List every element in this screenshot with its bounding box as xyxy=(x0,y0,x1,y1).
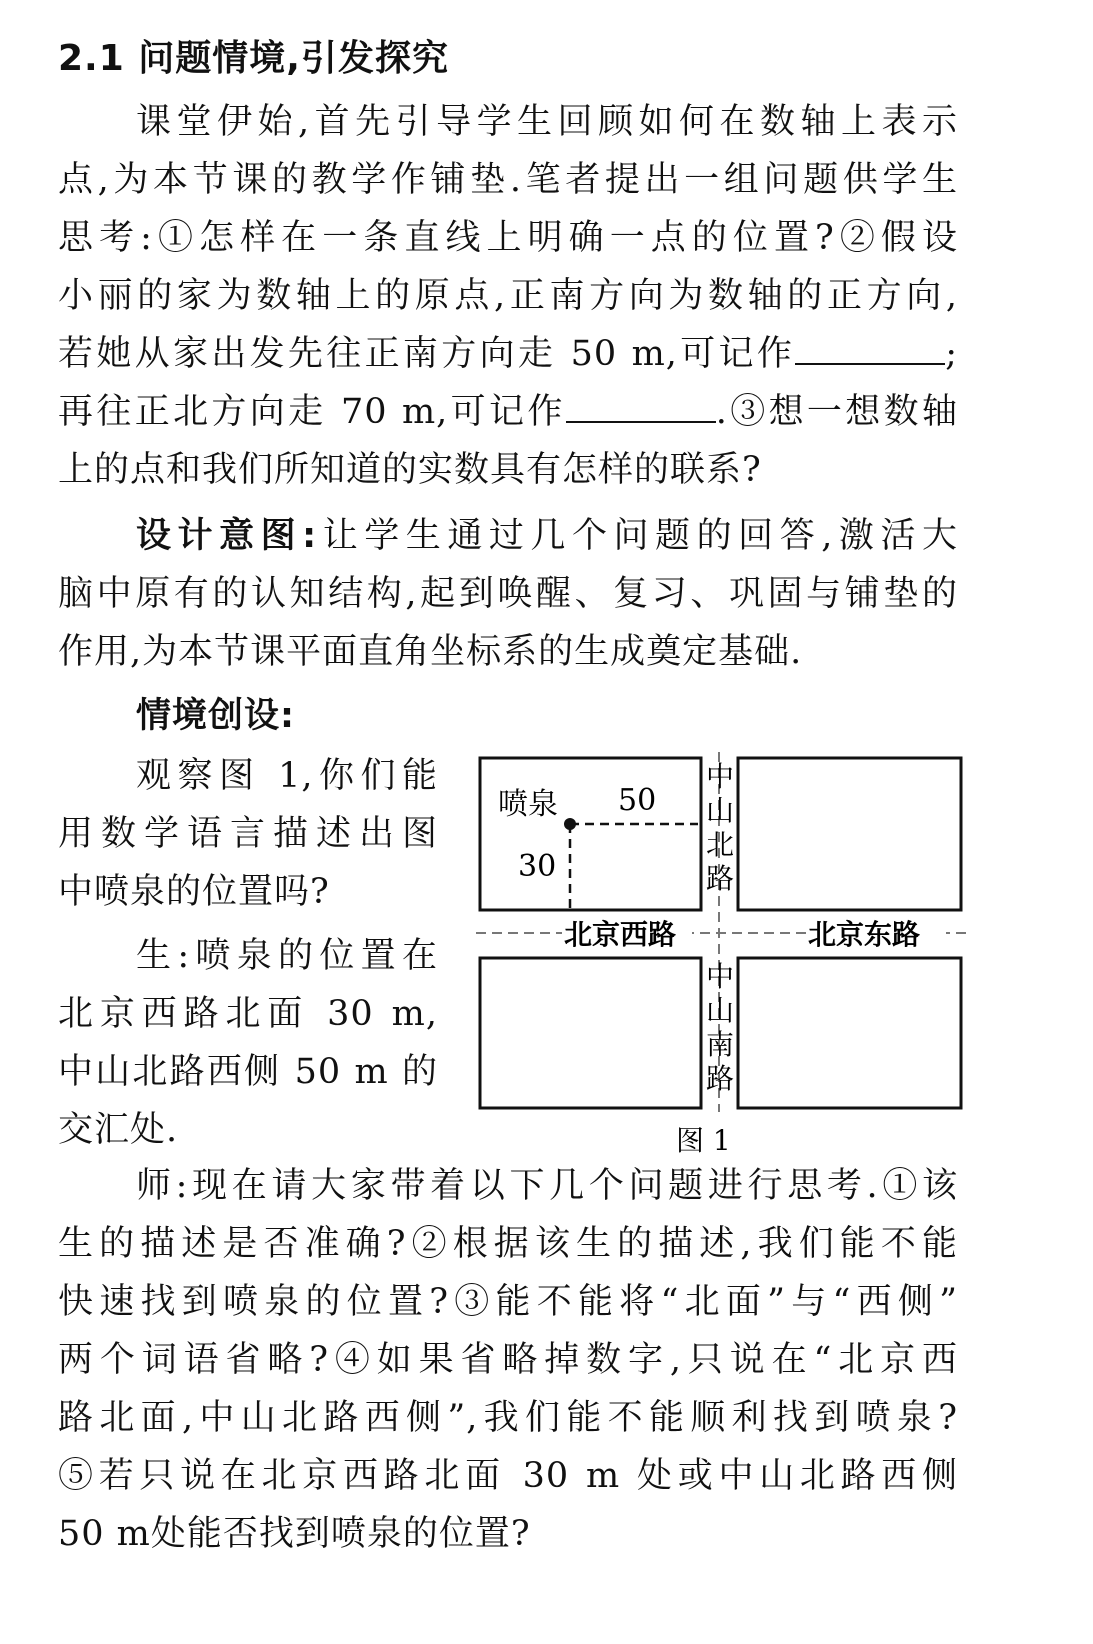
scenario-line: 北京西路北面 30 m, xyxy=(58,994,438,1034)
scenario-line: 生:喷泉的位置在 xyxy=(136,936,438,976)
scenario-line: 观察图 1,你们能 xyxy=(136,756,438,796)
section-heading: 2.1 问题情境,引发探究 xyxy=(58,38,449,79)
intro-text: 若她从家出发先往正南方向走 50 m,可记作 xyxy=(58,334,796,374)
scenario-line: 用数学语言描述出图 xyxy=(58,814,438,854)
intro-line xyxy=(58,390,958,434)
intro-line: 上的点和我们所知道的实数具有怎样的联系? xyxy=(58,450,762,490)
distance-label-y: 30 xyxy=(518,849,557,884)
teacher-line: 师:现在请大家带着以下几个问题进行思考.①该 xyxy=(136,1166,958,1206)
scenario-label: 情境创设: xyxy=(136,696,295,736)
intro-line: 课堂伊始,首先引导学生回顾如何在数轴上表示 xyxy=(136,102,958,142)
block-southwest xyxy=(480,958,701,1108)
road-name-char: 路 xyxy=(706,1062,735,1095)
teacher-line: 50 m处能否找到喷泉的位置? xyxy=(58,1514,531,1554)
intro-text: .③想一想数轴 xyxy=(715,392,958,432)
design-line xyxy=(136,514,958,558)
scenario-line: 中山北路西侧 50 m 的 xyxy=(58,1052,438,1092)
teacher-line: ⑤若只说在北京西路北面 30 m 处或中山北路西侧 xyxy=(58,1456,958,1496)
scenario-line: 交汇处. xyxy=(58,1110,179,1150)
distance-label-x: 50 xyxy=(618,783,657,818)
fountain-point xyxy=(564,818,576,830)
block-southeast xyxy=(738,958,961,1108)
design-label: 设计意图: xyxy=(136,516,318,556)
answer-blank xyxy=(566,391,716,423)
road-name-west: 北京西路 xyxy=(564,918,677,951)
road-name-char: 山 xyxy=(706,994,735,1027)
road-name-char: 山 xyxy=(706,794,735,827)
intro-line: 思考:①怎样在一条直线上明确一点的位置?②假设 xyxy=(58,218,958,258)
design-line: 作用,为本节课平面直角坐标系的生成奠定基础. xyxy=(58,632,803,672)
answer-blank xyxy=(795,333,945,365)
design-text: 让学生通过几个问题的回答,激活大 xyxy=(317,516,958,556)
figure-1 xyxy=(476,752,966,1162)
teacher-line: 路北面,中山北路西侧”,我们能不能顺利找到喷泉? xyxy=(58,1398,958,1438)
teacher-line: 两个词语省略?④如果省略掉数字,只说在“北京西 xyxy=(58,1340,958,1380)
road-name-char: 中 xyxy=(706,960,735,993)
scenario-line: 中喷泉的位置吗? xyxy=(58,872,330,912)
figure-caption: 图 1 xyxy=(676,1124,731,1157)
teacher-line: 快速找到喷泉的位置?③能不能将“北面”与“西侧” xyxy=(58,1282,958,1322)
road-name-east: 北京东路 xyxy=(808,918,921,951)
teacher-line: 生的描述是否准确?②根据该生的描述,我们能不能 xyxy=(58,1224,958,1264)
intro-line: 小丽的家为数轴上的原点,正南方向为数轴的正方向, xyxy=(58,276,958,316)
street-map-diagram xyxy=(476,752,966,1162)
fountain-label: 喷泉 xyxy=(498,787,558,822)
block-northwest xyxy=(480,758,701,910)
intro-text: 再往正北方向走 70 m,可记作 xyxy=(58,392,566,432)
road-name-char: 中 xyxy=(706,760,735,793)
block-northeast xyxy=(738,758,961,910)
intro-line xyxy=(58,332,958,376)
road-name-char: 北 xyxy=(706,828,735,861)
road-name-char: 路 xyxy=(706,862,735,895)
road-name-char: 南 xyxy=(706,1028,735,1061)
intro-line: 点,为本节课的教学作铺垫.笔者提出一组问题供学生 xyxy=(58,160,958,200)
design-line: 脑中原有的认知结构,起到唤醒、复习、巩固与铺垫的 xyxy=(58,574,958,614)
intro-text: ; xyxy=(945,334,958,374)
